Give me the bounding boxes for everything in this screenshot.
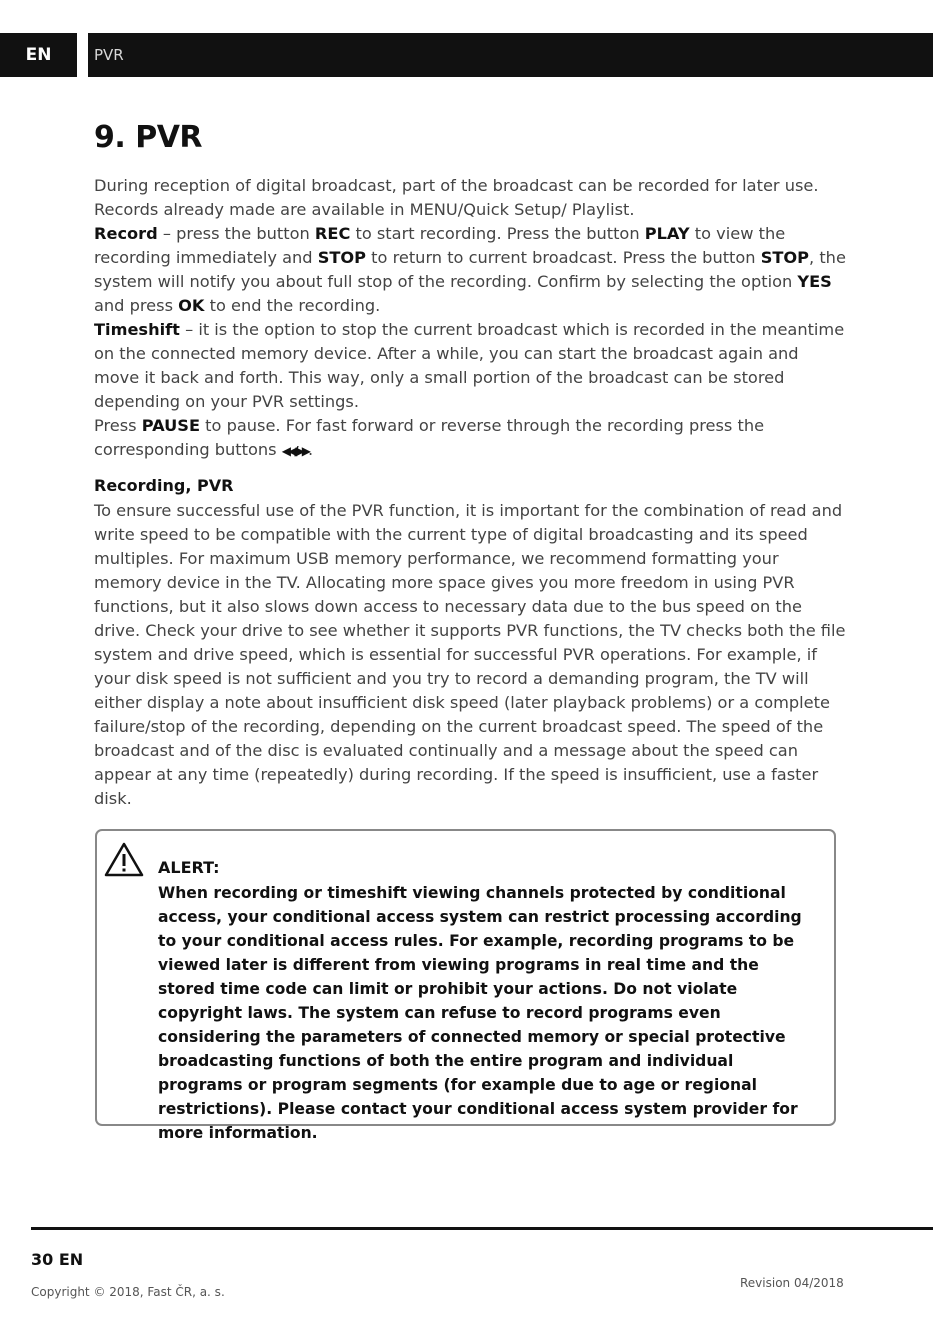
- rewind-forward-icon: ◀◀/▶▶: [281, 444, 309, 458]
- timeshift-text: – it is the option to stop the current broadcast which is recorded in the meantime on the connected memory device. After a while, you can start the broadcast again and move it back and forth. This way, only a small portion of the broadcast can be stored depending on your PVR settings.: [94, 320, 845, 411]
- copyright-text: Copyright © 2018, Fast ČR, a. s.: [31, 1285, 225, 1299]
- intro-text: During reception of digital broadcast, part of the broadcast can be recorded for later use. Records already made are available in MENU/Quick Setup/ Playlist.: [94, 176, 819, 219]
- record-text-2: to start recording. Press the button: [350, 224, 645, 243]
- language-tab: [0, 33, 77, 77]
- play-button-label: PLAY: [644, 224, 690, 243]
- pause-text-1: Press: [94, 416, 142, 435]
- record-text-1: – press the button: [157, 224, 315, 243]
- language-label: EN: [25, 45, 52, 65]
- footer-divider: [31, 1227, 933, 1230]
- page-title: 9. PVR: [94, 120, 203, 155]
- section-header: [88, 33, 933, 77]
- stop-button-label: STOP: [317, 248, 367, 267]
- stop-button-label-2: STOP: [760, 248, 810, 267]
- record-label: Record: [94, 224, 158, 243]
- yes-option-label: YES: [797, 272, 832, 291]
- record-text-4: to return to current broadcast. Press the button: [366, 248, 761, 267]
- record-text-7: to end the recording.: [204, 296, 381, 315]
- alert-title: ALERT:: [158, 858, 220, 877]
- record-text-5: , the system will notify you about full stop of the recording. Confirm by selecting the option: [94, 248, 846, 291]
- section-label: PVR: [94, 46, 124, 64]
- page-number: 30 EN: [31, 1250, 84, 1269]
- alert-text: When recording or timeshift viewing channels protected by conditional access, your conditional access system can restrict processing according to your conditional access rules. For example, recording programs to be viewed later is different from viewing programs in real time and the stored time code can limit or prohibit your actions. Do not violate copyright laws. The system can refuse to record programs even considering the parameters of connected memory or special protective broadcasting functions of both the entire program and individual programs or program segments (for example due to age or regional restrictions). Please contact your conditional access system provider for more information.: [158, 884, 802, 1142]
- pause-text-2: to pause. For fast forward or reverse through the recording press the corresponding buttons: [94, 416, 765, 459]
- recording-heading: Recording, PVR: [94, 476, 234, 495]
- recording-paragraph: To ensure successful use of the PVR function, it is important for the combination of read and write speed to be compatible with the current type of digital broadcasting and its speed multiples. For maximum USB memory performance, we recommend formatting your memory device in the TV. Allocating more space gives you more freedom in using PVR functions, but it also slows down access to necessary data due to the bus speed on the drive. Check your drive to see whether it supports PVR functions, the TV checks both the file system and drive speed, which is essential for successful PVR operations. For example, if your disk speed is not sufficient and you try to record a demanding program, the TV will either display a note about insufficient disk speed (later playback problems) or a complete failure/stop of the recording, depending on the current broadcast speed. The speed of the broadcast and of the disc is evaluated continually and a message about the speed can appear at any time (repeatedly) during recording. If the speed is insufficient, use a faster disk.: [94, 501, 846, 808]
- intro-paragraph: [94, 174, 846, 463]
- rec-button-label: REC: [314, 224, 351, 243]
- pause-button-label: PAUSE: [141, 416, 201, 435]
- warning-triangle-icon: [104, 842, 144, 878]
- revision-text: Revision 04/2018: [740, 1276, 844, 1290]
- ok-button-label: OK: [178, 296, 205, 315]
- record-text-6: and press: [94, 296, 179, 315]
- pause-text-3: .: [308, 440, 314, 459]
- timeshift-label: Timeshift: [94, 320, 180, 339]
- record-text-3: to view the recording immediately and: [94, 224, 786, 267]
